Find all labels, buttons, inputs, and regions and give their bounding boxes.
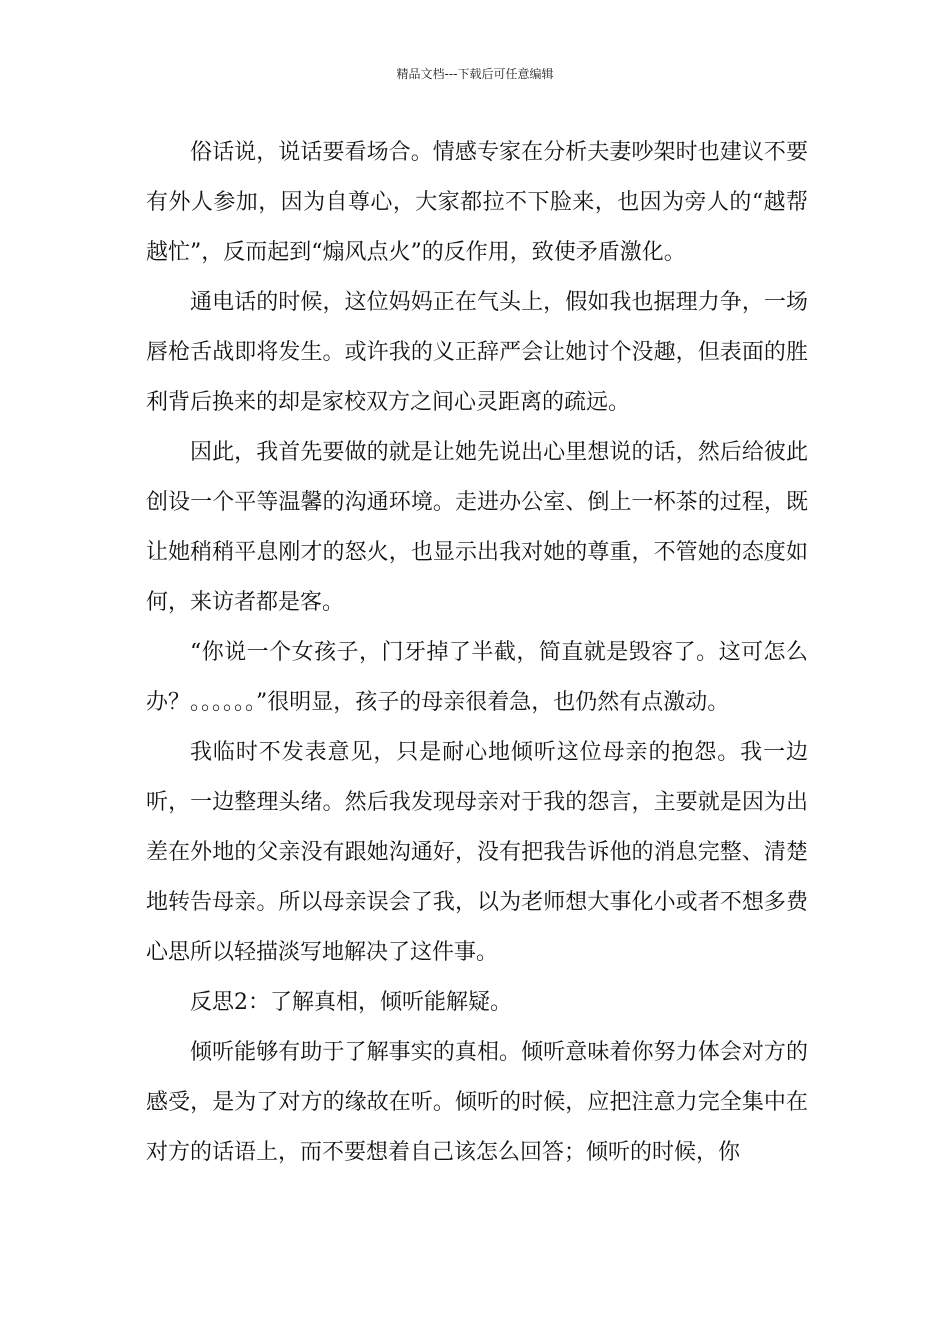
page-header: 精品文档---下载后可任意编辑 <box>396 67 554 81</box>
paragraph-7: 倾听能够有助于了解事实的真相。倾听意味着你努力体会对方的感受，是为了对方的缘故在听。倾听的时候，应把注意力完全集中在对方的话语上，而不要想着自己该怎么回答；倾听的时候，你 <box>146 1040 808 1165</box>
paragraph-1: 俗话说，说话要看场合。情感专家在分析夫妻吵架时也建议不要有外人参加，因为自尊心，大家都拉不下脸来，也因为旁人的“越帮越忙”，反而起到“煽风点火”的反作用，致使矛盾激化。 <box>146 140 808 265</box>
paragraph-4: “你说一个女孩子，门牙掉了半截，简直就是毁容了。这可怎么办？。。。。。。”很明显，孩子的母亲很着急，也仍然有点激动。 <box>146 640 808 715</box>
paragraph-6-heading: 反思2：了解真相，倾听能解疑。 <box>190 990 512 1015</box>
paragraph-5: 我临时不发表意见，只是耐心地倾听这位母亲的抱怨。我一边听，一边整理头绪。然后我发现母亲对于我的怨言，主要就是因为出差在外地的父亲没有跟她沟通好，没有把我告诉他的消息完整、清楚地转告母亲。所以母亲误会了我，以为老师想大事化小或者不想多费心思所以轻描淡写地解决了这件事。 <box>146 740 808 965</box>
paragraph-3: 因此，我首先要做的就是让她先说出心里想说的话，然后给彼此创设一个平等温馨的沟通环境。走进办公室、倒上一杯茶的过程，既让她稍稍平息刚才的怒火，也显示出我对她的尊重，不管她的态度如何，来访者都是客。 <box>146 440 808 615</box>
document-body <box>146 128 808 1178</box>
paragraph-2: 通电话的时候，这位妈妈正在气头上，假如我也据理力争，一场唇枪舌战即将发生。或许我的义正辞严会让她讨个没趣，但表面的胜利背后换来的却是家校双方之间心灵距离的疏远。 <box>146 290 808 415</box>
